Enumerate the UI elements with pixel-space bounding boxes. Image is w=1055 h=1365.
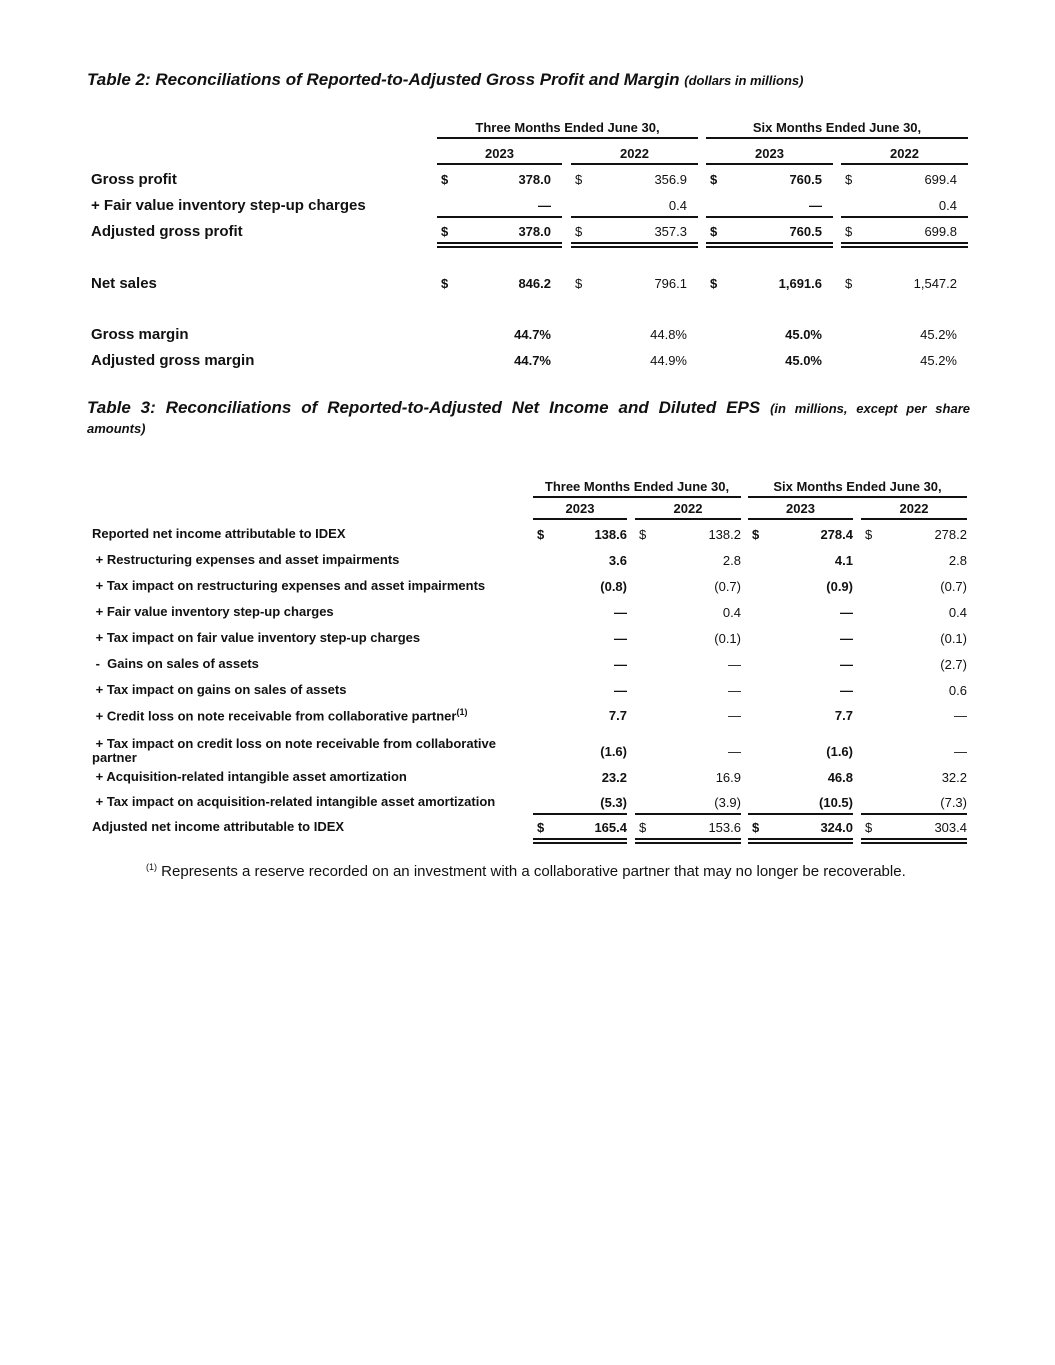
dollar-sign: $ <box>845 224 853 239</box>
row-label <box>92 630 420 645</box>
cell-value: (1.6) <box>600 744 627 759</box>
rule <box>706 216 833 218</box>
rule <box>437 216 562 218</box>
footnote-text: Represents a reserve recorded on an investment with a collaborative partner that may no longer be recoverable. <box>161 863 906 880</box>
footnote <box>146 862 906 880</box>
row-label-text: + Credit loss on note receivable from collaborative partner <box>92 708 457 724</box>
rule <box>861 813 967 815</box>
dollar-sign: $ <box>441 276 449 291</box>
row-label-text: + Tax impact on restructuring expenses and asset impairments <box>92 578 486 593</box>
cell-value: (0.7) <box>714 579 741 594</box>
cell-value: — <box>840 657 853 672</box>
cell-value: 356.9 <box>654 172 687 187</box>
row-label-text: + Tax impact on credit loss on note receivable from collaborative <box>92 736 496 751</box>
cell-value: 760.5 <box>789 172 822 187</box>
dollar-sign: $ <box>865 820 873 835</box>
row-label-text: Adjusted net income attributable to IDEX <box>92 819 345 834</box>
row-label <box>92 604 334 619</box>
row-label <box>92 736 496 751</box>
rule <box>571 163 698 165</box>
cell-value: 16.9 <box>715 770 741 785</box>
cell-value: — <box>728 744 741 759</box>
year-header: 2023 <box>485 146 514 161</box>
double-rule <box>571 242 698 248</box>
cell-value: — <box>614 683 627 698</box>
rule <box>841 163 968 165</box>
footnote-marker: (1) <box>146 862 157 872</box>
cell-value: 44.7% <box>514 327 551 342</box>
cell-value: (2.7) <box>940 657 967 672</box>
cell-value: 760.5 <box>789 224 822 239</box>
row-label <box>92 819 344 834</box>
cell-value: 796.1 <box>654 276 687 291</box>
rule <box>706 137 968 139</box>
cell-value: 1,547.2 <box>913 276 957 291</box>
cell-value: 153.6 <box>708 820 741 835</box>
row-label-text: + Fair value inventory step-up charges <box>91 197 366 214</box>
dollar-sign: $ <box>639 527 647 542</box>
year-header: 2022 <box>890 146 919 161</box>
cell-value: — <box>614 605 627 620</box>
rule <box>437 163 562 165</box>
double-rule <box>437 242 562 248</box>
cell-value: 0.4 <box>948 605 967 620</box>
year-header: 2022 <box>620 146 649 161</box>
cell-value: 138.6 <box>594 527 627 542</box>
row-label-text: + Fair value inventory step-up charges <box>92 604 334 619</box>
row-label <box>92 578 485 593</box>
row-label <box>92 794 495 809</box>
double-rule <box>533 838 627 844</box>
rule <box>571 216 698 218</box>
rule <box>748 496 967 498</box>
row-label-text: + Tax impact on fair value inventory step-up charges <box>92 630 421 645</box>
dollar-sign: $ <box>710 224 718 239</box>
row-label <box>91 326 189 343</box>
cell-value: 0.4 <box>668 198 687 213</box>
year-header: 2022 <box>899 501 929 516</box>
cell-value: 378.0 <box>518 172 551 187</box>
rule <box>533 518 627 520</box>
cell-value: 32.2 <box>941 770 967 785</box>
cell-value: 7.7 <box>834 708 853 723</box>
cell-value: 138.2 <box>708 527 741 542</box>
dollar-sign: $ <box>752 820 760 835</box>
rule <box>748 518 853 520</box>
cell-value: — <box>840 605 853 620</box>
dollar-sign: $ <box>865 527 873 542</box>
cell-value: 3.6 <box>608 553 627 568</box>
rule <box>533 813 627 815</box>
cell-value: — <box>614 631 627 646</box>
row-label-text: + Tax impact on gains on sales of assets <box>92 682 347 697</box>
table2-subtitle: (dollars in millions) <box>684 73 804 88</box>
double-rule <box>635 838 741 844</box>
dollar-sign: $ <box>710 276 718 291</box>
dollar-sign: $ <box>845 172 853 187</box>
cell-value: 45.2% <box>920 327 957 342</box>
year-header: 2023 <box>565 501 595 516</box>
rule <box>533 496 741 498</box>
cell-value: — <box>728 708 741 723</box>
cell-value: — <box>840 631 853 646</box>
dollar-sign: $ <box>441 224 449 239</box>
cell-value: — <box>728 683 741 698</box>
dollar-sign: $ <box>845 276 853 291</box>
cell-value: 278.4 <box>820 527 853 542</box>
row-label-text: + Tax impact on acquisition-related intangible asset amortization <box>92 794 496 809</box>
year-header: 2023 <box>755 146 784 161</box>
table3-title-text: Table 3: Reconciliations of Reported-to-Adjusted Net Income and Diluted EPS <box>87 398 761 417</box>
row-label <box>91 223 243 240</box>
period-header: Six Months Ended June 30, <box>773 479 942 494</box>
cell-value: 4.1 <box>834 553 853 568</box>
cell-value: — <box>840 683 853 698</box>
row-label-text: + Acquisition-related intangible asset amortization <box>92 769 407 784</box>
row-label <box>92 552 399 567</box>
year-header: 2023 <box>786 501 815 516</box>
double-rule <box>861 838 967 844</box>
cell-value: 2.8 <box>948 553 967 568</box>
dollar-sign: $ <box>639 820 647 835</box>
row-label-text: Adjusted gross profit <box>91 223 243 240</box>
dollar-sign: $ <box>575 172 583 187</box>
dollar-sign: $ <box>575 224 583 239</box>
cell-value: 7.7 <box>608 708 627 723</box>
row-label-text: Gross profit <box>91 171 177 188</box>
rule <box>635 518 741 520</box>
cell-value: 44.9% <box>650 353 687 368</box>
cell-value: (3.9) <box>714 795 741 810</box>
row-label <box>91 171 177 188</box>
dollar-sign: $ <box>752 527 760 542</box>
cell-value: 45.0% <box>785 327 822 342</box>
cell-value: 303.4 <box>934 820 967 835</box>
cell-value: (0.7) <box>940 579 967 594</box>
dollar-sign: $ <box>537 527 545 542</box>
cell-value: 699.4 <box>924 172 957 187</box>
row-label-cont: partner <box>92 750 137 765</box>
cell-value: (7.3) <box>940 795 967 810</box>
rule <box>437 137 698 139</box>
row-label <box>91 197 366 214</box>
row-label <box>91 352 254 369</box>
row-label-text: - Gains on sales of assets <box>92 656 259 671</box>
cell-value: 23.2 <box>601 770 627 785</box>
rule <box>748 813 853 815</box>
cell-value: 1,691.6 <box>778 276 822 291</box>
row-label-text: Net sales <box>91 275 157 292</box>
row-label-text: Gross margin <box>91 326 189 343</box>
cell-value: 0.4 <box>722 605 741 620</box>
cell-value: (0.9) <box>826 579 853 594</box>
cell-value: — <box>954 708 967 723</box>
cell-value: 44.7% <box>514 353 551 368</box>
row-label <box>92 682 346 697</box>
cell-value: (5.3) <box>600 795 627 810</box>
cell-value: — <box>728 657 741 672</box>
cell-value: 44.8% <box>650 327 687 342</box>
row-label-text: Reported net income attributable to IDEX <box>92 526 346 541</box>
cell-value: 357.3 <box>654 224 687 239</box>
dollar-sign: $ <box>575 276 583 291</box>
cell-value: 324.0 <box>820 820 853 835</box>
rule <box>635 813 741 815</box>
rule <box>861 518 967 520</box>
rule <box>706 163 833 165</box>
footnote-ref: (1) <box>456 707 468 717</box>
cell-value: 46.8 <box>827 770 853 785</box>
period-header: Six Months Ended June 30, <box>752 120 922 135</box>
cell-value: — <box>538 198 551 213</box>
row-label <box>92 707 467 723</box>
table3-title <box>87 398 970 418</box>
double-rule <box>748 838 853 844</box>
cell-value: (0.1) <box>714 631 741 646</box>
cell-value: (10.5) <box>819 795 853 810</box>
year-header: 2022 <box>673 501 703 516</box>
cell-value: 699.8 <box>924 224 957 239</box>
cell-value: 45.0% <box>785 353 822 368</box>
dollar-sign: $ <box>441 172 449 187</box>
cell-value: 165.4 <box>594 820 627 835</box>
cell-value: 378.0 <box>518 224 551 239</box>
period-header: Three Months Ended June 30, <box>475 120 660 135</box>
period-header: Three Months Ended June 30, <box>544 479 730 494</box>
table3-subtitle-cont: amounts) <box>87 421 146 436</box>
cell-value: 2.8 <box>722 553 741 568</box>
dollar-sign: $ <box>537 820 545 835</box>
cell-value: 0.4 <box>938 198 957 213</box>
row-label-text: + Restructuring expenses and asset impairments <box>92 552 400 567</box>
row-label <box>92 526 346 541</box>
dollar-sign: $ <box>710 172 718 187</box>
cell-value: (0.8) <box>600 579 627 594</box>
cell-value: (1.6) <box>826 744 853 759</box>
row-label-text: Adjusted gross margin <box>91 352 255 369</box>
cell-value: 45.2% <box>920 353 957 368</box>
row-label <box>92 656 259 671</box>
table2-title <box>87 70 803 90</box>
table2-title-text: Table 2: Reconciliations of Reported-to-Adjusted Gross Profit and Margin <box>87 70 680 89</box>
cell-value: — <box>954 744 967 759</box>
cell-value: 846.2 <box>518 276 551 291</box>
cell-value: 0.6 <box>948 683 967 698</box>
cell-value: 278.2 <box>934 527 967 542</box>
rule <box>841 216 968 218</box>
table3-subtitle: (in millions, except per share <box>770 401 970 416</box>
row-label <box>92 769 407 784</box>
cell-value: (0.1) <box>940 631 967 646</box>
row-label <box>91 275 157 292</box>
cell-value: — <box>614 657 627 672</box>
double-rule <box>841 242 968 248</box>
cell-value: — <box>809 198 822 213</box>
double-rule <box>706 242 833 248</box>
